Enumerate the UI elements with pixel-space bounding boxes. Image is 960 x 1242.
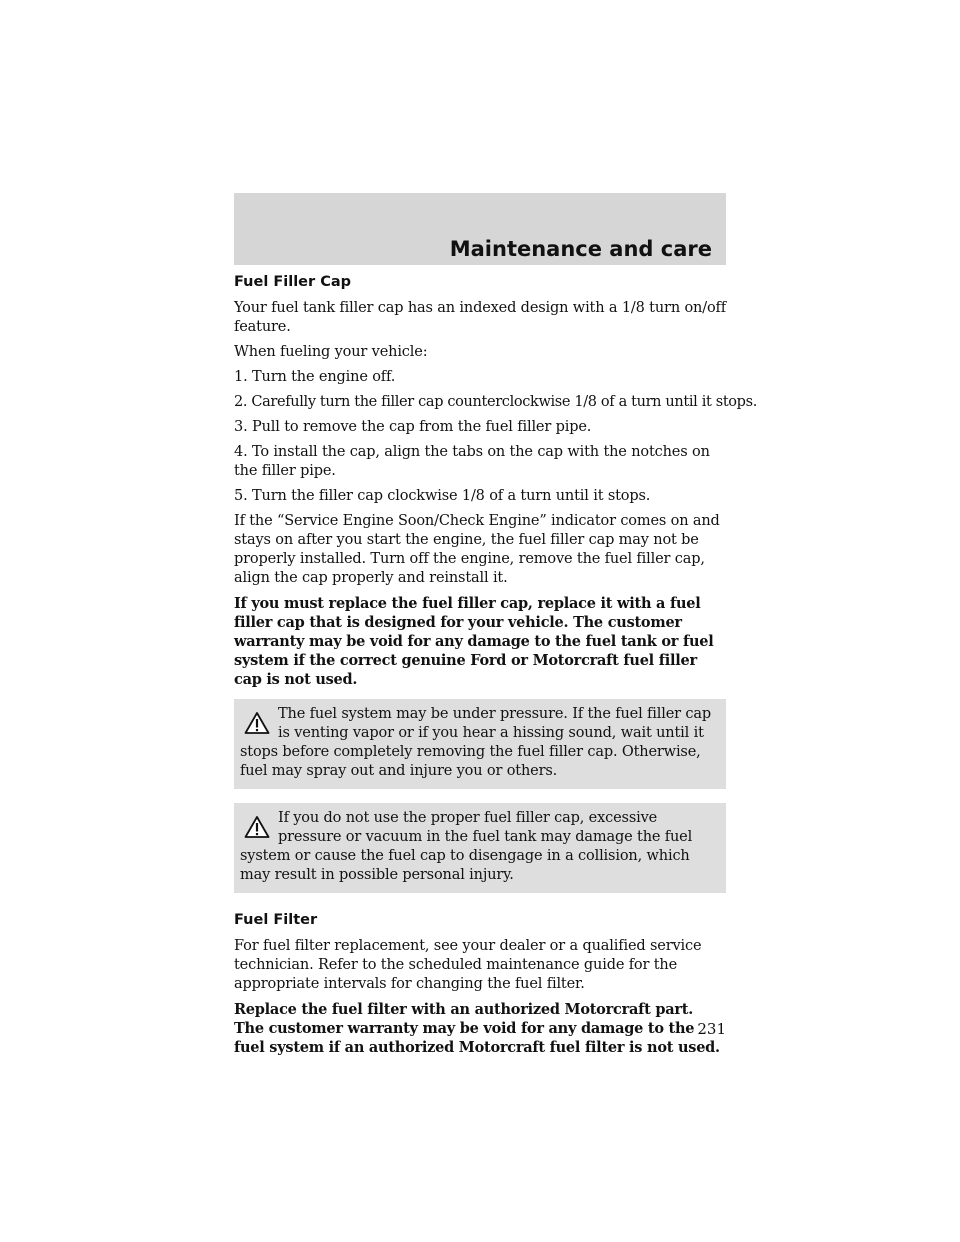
warning-triangle-icon bbox=[244, 815, 270, 839]
replace-cap-warning: If you must replace the fuel filler cap, replace it with a fuel filler cap that is designed for your vehicle. The customer warranty may be void for any damage to the fuel tank or fuel system if the correct genuine Ford or Motorcraft fuel filler cap is not used. bbox=[234, 595, 714, 688]
step-3: 3. Pull to remove the cap from the fuel filler pipe. bbox=[234, 419, 592, 435]
pressure-warning-box bbox=[234, 699, 726, 789]
step-4: 4. To install the cap, align the tabs on the cap with the notches on the filler pipe. bbox=[234, 444, 710, 479]
fuel-filler-cap-heading: Fuel Filler Cap bbox=[234, 274, 352, 290]
step-1: 1. Turn the engine off. bbox=[234, 369, 396, 385]
indicator-note: If the “Service Engine Soon/Check Engine” indicator comes on and stays on after you start the engine, the fuel filler cap may not be properly installed. Turn off the engine, remove the fuel filler cap, align the cap properly and reinstall it. bbox=[234, 513, 720, 586]
section-title: Maintenance and care bbox=[449, 237, 712, 261]
fuel-filter-body: For fuel filter replacement, see your dealer or a qualified service technician. Refer to the scheduled maintenance guide for the appropriate intervals for changing the fuel filter. bbox=[234, 938, 702, 992]
page-content bbox=[234, 271, 757, 1063]
improper-cap-warning-text: If you do not use the proper fuel filler cap, excessive pressure or vacuum in the fuel tank may damage the fuel system or cause the fuel cap to disengage in a collision, which may result in possible personal injury. bbox=[240, 810, 693, 883]
fuel-filter-heading: Fuel Filter bbox=[234, 912, 318, 928]
step-2: 2. Carefully turn the filler cap counterclockwise 1/8 of a turn until it stops. bbox=[234, 394, 757, 410]
when-fueling-label: When fueling your vehicle: bbox=[234, 344, 428, 360]
page-number: 231 bbox=[697, 1020, 726, 1038]
step-5: 5. Turn the filler cap clockwise 1/8 of a turn until it stops. bbox=[234, 488, 651, 504]
warning-triangle-icon bbox=[244, 711, 270, 735]
improper-cap-warning-box bbox=[234, 803, 726, 893]
filler-cap-intro: Your fuel tank filler cap has an indexed design with a 1/8 turn on/off feature. bbox=[234, 300, 726, 335]
section-header-band bbox=[234, 193, 726, 265]
pressure-warning-text: The fuel system may be under pressure. If the fuel filler cap is venting vapor or if you hear a hissing sound, wait until it stops before completely removing the fuel filler cap. Otherwise, fuel may spray out and injure you or others. bbox=[240, 706, 711, 779]
fuel-filter-warning: Replace the fuel filter with an authorized Motorcraft part. The customer warranty may be void for any damage to the fuel system if an authorized Motorcraft fuel filter is not used. bbox=[234, 1001, 720, 1056]
